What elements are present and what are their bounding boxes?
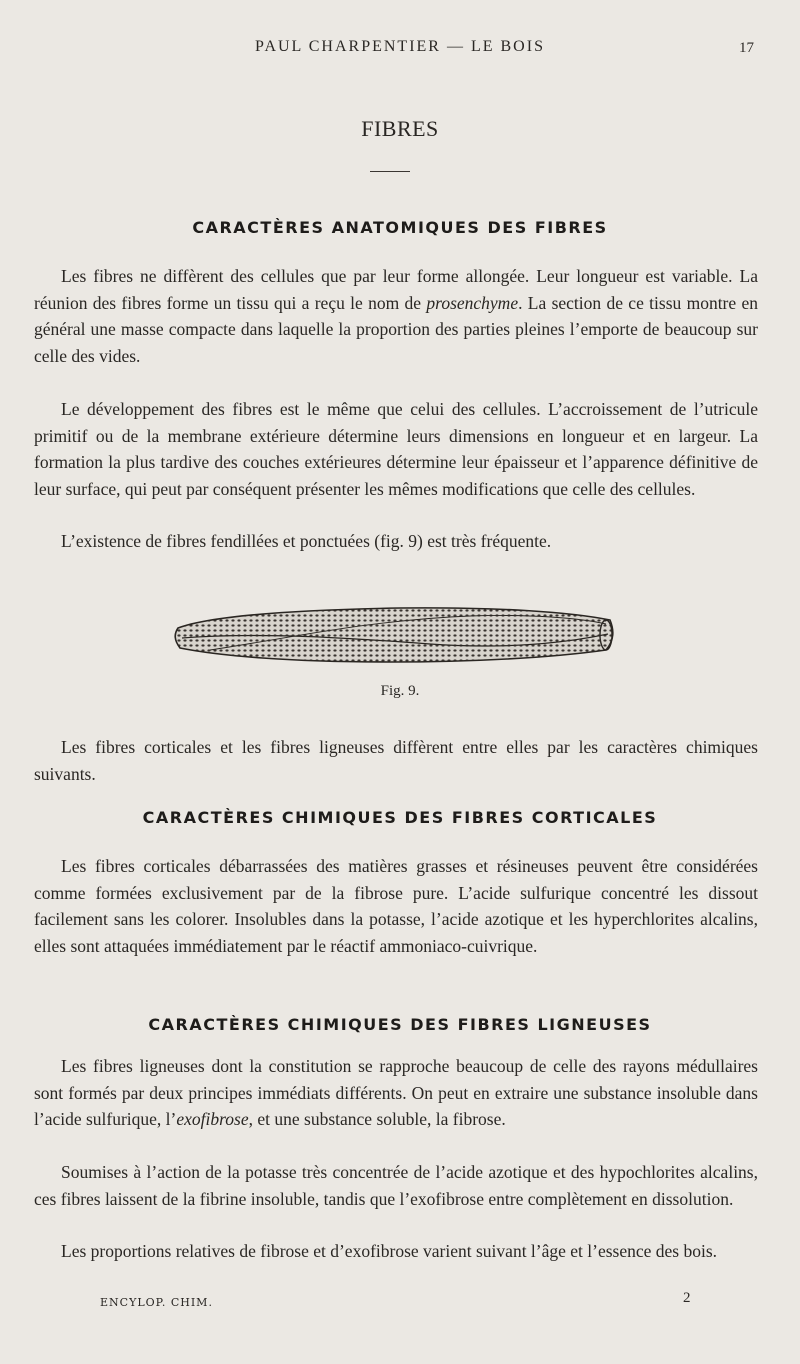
ligneous-heading: CARACTÈRES CHIMIQUES DES FIBRES LIGNEUSES <box>148 1015 652 1034</box>
page-number: 17 <box>739 40 754 56</box>
title-divider <box>370 171 410 172</box>
cortical-heading: CARACTÈRES CHIMIQUES DES FIBRES CORTICALES <box>142 808 658 827</box>
ligneous-p1-text-a: Les fibres ligneuses dont la constitution se rapproche beaucoup de celle des rayons médullaires sont formés par deux principes immédiats différents. On peut en extraire une substance insoluble dans l’acide sulfurique, l’ <box>34 1056 758 1129</box>
chemistry-intro-paragraph: Les fibres corticales et les fibres ligneuses diffèrent entre elles par les caractères chimiques suivants. <box>34 737 758 784</box>
chapter-title: FIBRES <box>361 116 439 141</box>
anatomy-p1-text-b: . La section de ce tissu montre en général une masse compacte dans laquelle la proportion des parties pleines l’emporte de beaucoup sur celle des vides. <box>34 292 758 366</box>
anatomy-paragraph-3: L’existence de fibres fendillées et ponctuées (fig. 9) est très fréquente. <box>61 531 552 551</box>
running-head: PAUL CHARPENTIER — LE BOIS <box>255 38 545 55</box>
ligneous-paragraph-2: Soumises à l’action de la potasse très concentrée de l’acide azotique et des hypochlorites alcalins, ces fibres laissent de la fibrine insoluble, tandis que l’exofibrose entre complètement en dissolution. <box>34 1162 758 1209</box>
anatomy-p1-term: prosenchyme <box>426 292 519 313</box>
fiber-illustration <box>170 598 620 668</box>
anatomy-paragraph-2: Le développement des fibres est le même que celui des cellules. L’accroissement de l’utricule primitif ou de la membrane extérieure détermine leurs dimensions en longueur et en largeur. La formation la plus tardive des couches extérieures détermine leur épaisseur et l’apparence définitive de leur surface, qui peut par conséquent présenter les mêmes modifications que celle des cellules. <box>34 399 758 499</box>
figure-caption: Fig. 9. <box>380 683 420 699</box>
cortical-paragraph: Les fibres corticales débarrassées des matières grasses et résineuses peuvent être considérées comme formées exclusivement par de la fibrose pure. L’acide sulfurique concentré les dissout facilement sans les colorer. Insolubles dans la potasse, l’acide azotique et les hyperchlorites alcalins, elles sont attaquées immédiatement par le réactif ammoniaco-cuivrique. <box>34 856 758 956</box>
ligneous-p1-term: exofibrose <box>176 1109 249 1129</box>
ligneous-paragraph-3: Les proportions relatives de fibrose et d’exofibrose varient suivant l’âge et l’essence des bois. <box>61 1241 718 1261</box>
footer-sheet-number: 2 <box>683 1290 691 1306</box>
anatomy-p1-text-a: Les fibres ne diffèrent des cellules que par leur forme allongée. Leur longueur est variable. La réunion des fibres forme un tissu qui a reçu le nom de <box>34 266 758 313</box>
anatomy-paragraph-1 <box>34 263 758 369</box>
anatomy-heading: CARACTÈRES ANATOMIQUES DES FIBRES <box>192 218 608 237</box>
ligneous-paragraph-1 <box>34 1053 758 1133</box>
footer-signature: ENCYLOP. CHIM. <box>100 1296 213 1309</box>
ligneous-p1-text-b: , et une substance soluble, la fibrose. <box>248 1109 506 1129</box>
